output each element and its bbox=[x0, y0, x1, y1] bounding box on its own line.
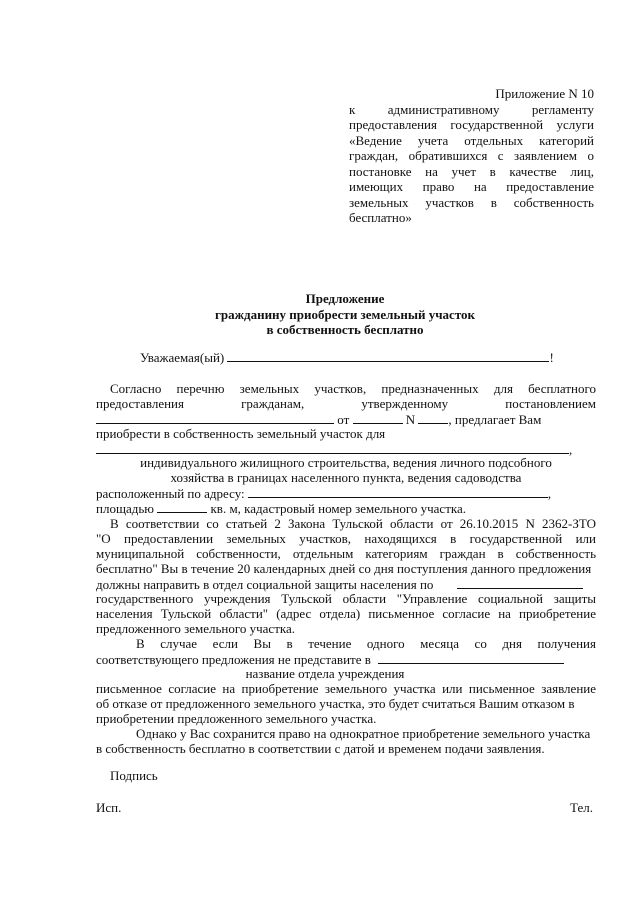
paragraph-line: В соответствии со статьей 2 Закона Тульской области от 26.10.2015 N 2362-ЗТО bbox=[110, 516, 596, 531]
paragraph-line: об отказе от предложенного земельного участка, это будет считаться Вашим отказом в bbox=[96, 696, 575, 711]
number-label: N bbox=[405, 412, 416, 427]
paragraph-line: бесплатно" Вы в течение 20 календарных дней со дня поступления данного предложения bbox=[96, 561, 592, 576]
paragraph-line: письменное согласие на приобретение земельного участка или письменное заявление bbox=[96, 681, 596, 696]
title-line: Предложение bbox=[305, 291, 385, 306]
resolution-blank bbox=[96, 411, 334, 424]
appendix-line: предоставления государственной услуги bbox=[349, 117, 594, 132]
exclamation: ! bbox=[549, 350, 554, 365]
paragraph-line: "О предоставлении земельных участков, находящихся в государственной или bbox=[96, 531, 596, 546]
paragraph-line: В случае если Вы в течение одного месяца со дня получения bbox=[136, 636, 596, 651]
address-blank bbox=[248, 485, 548, 498]
recipient-name-blank bbox=[227, 349, 549, 362]
signature-label: Подпись bbox=[110, 768, 158, 783]
appendix-line: земельных участков в собственность bbox=[349, 194, 594, 210]
paragraph-line: Согласно перечню земельных участков, предназначенных для бесплатного bbox=[110, 381, 596, 396]
area-blank bbox=[157, 500, 207, 513]
appendix-block bbox=[349, 86, 594, 226]
area-line bbox=[96, 500, 596, 517]
salutation-line bbox=[140, 349, 600, 366]
paragraph-line: предоставления гражданам, утвержденному постановлением bbox=[96, 396, 596, 411]
paragraph-line: муниципальной собственности, отдельным категориям граждан в собственность bbox=[96, 546, 596, 561]
paragraph-line: в собственность бесплатно в соответствии с датой и временем подачи заявления. bbox=[96, 741, 545, 756]
paragraph-line: приобрести в собственность земельный участок для bbox=[96, 426, 386, 441]
from-label: от bbox=[337, 412, 350, 427]
paragraph-text: должны направить в отдел социальной защиты населения по bbox=[96, 577, 434, 592]
paragraph-text: , предлагает Вам bbox=[448, 412, 542, 427]
paragraph-line: Однако у Вас сохранится право на однократное приобретение земельного участка bbox=[136, 726, 591, 741]
department-caption: название отдела учреждения bbox=[245, 666, 405, 681]
appendix-number: Приложение N 10 bbox=[495, 86, 594, 101]
address-label: расположенный по адресу: bbox=[96, 486, 245, 501]
number-blank bbox=[418, 411, 448, 424]
paragraph-line: населения Тульской области" (адрес отдела) письменное согласие на приобретение bbox=[96, 606, 596, 621]
department-blank bbox=[378, 651, 564, 664]
purpose-caption: хозяйства в границах населенного пункта, ведения садоводства bbox=[170, 470, 522, 485]
purpose-caption: индивидуального жилищного строительства, ведения личного подсобного bbox=[140, 455, 552, 470]
purpose-blank bbox=[96, 441, 569, 454]
paragraph-text: соответствующего предложения не представите в bbox=[96, 652, 371, 667]
paragraph-line: приобретении предложенного земельного участка. bbox=[96, 711, 377, 726]
appendix-line: имеющих право на предоставление bbox=[349, 179, 594, 194]
appendix-line: бесплатно» bbox=[349, 210, 412, 225]
salutation: Уважаемая(ый) bbox=[140, 350, 225, 365]
appendix-line: граждан, обратившихся с заявлением о bbox=[349, 148, 594, 163]
paragraph-text: кв. м, кадастровый номер земельного участка. bbox=[210, 501, 467, 516]
appendix-line: постановке на учет в качестве лиц, bbox=[349, 163, 594, 179]
document-title bbox=[0, 291, 640, 338]
appendix-line: к административному регламенту bbox=[349, 101, 594, 117]
paragraph-text: , bbox=[547, 486, 552, 501]
district-blank bbox=[457, 576, 583, 589]
date-blank bbox=[353, 411, 403, 424]
title-line: гражданину приобрести земельный участок bbox=[214, 306, 476, 322]
paragraph-line: государственного учреждения Тульской области "Управление социальной защиты bbox=[96, 591, 596, 606]
executor-label: Исп. bbox=[96, 800, 122, 815]
appendix-line: «Ведение учета отдельных категорий bbox=[349, 132, 594, 148]
title-line: в собственность бесплатно bbox=[266, 322, 424, 337]
phone-label: Тел. bbox=[570, 800, 593, 815]
paragraph-text: , bbox=[569, 442, 573, 457]
paragraph-line: предложенного земельного участка. bbox=[96, 621, 296, 636]
area-label: площадью bbox=[96, 501, 154, 516]
